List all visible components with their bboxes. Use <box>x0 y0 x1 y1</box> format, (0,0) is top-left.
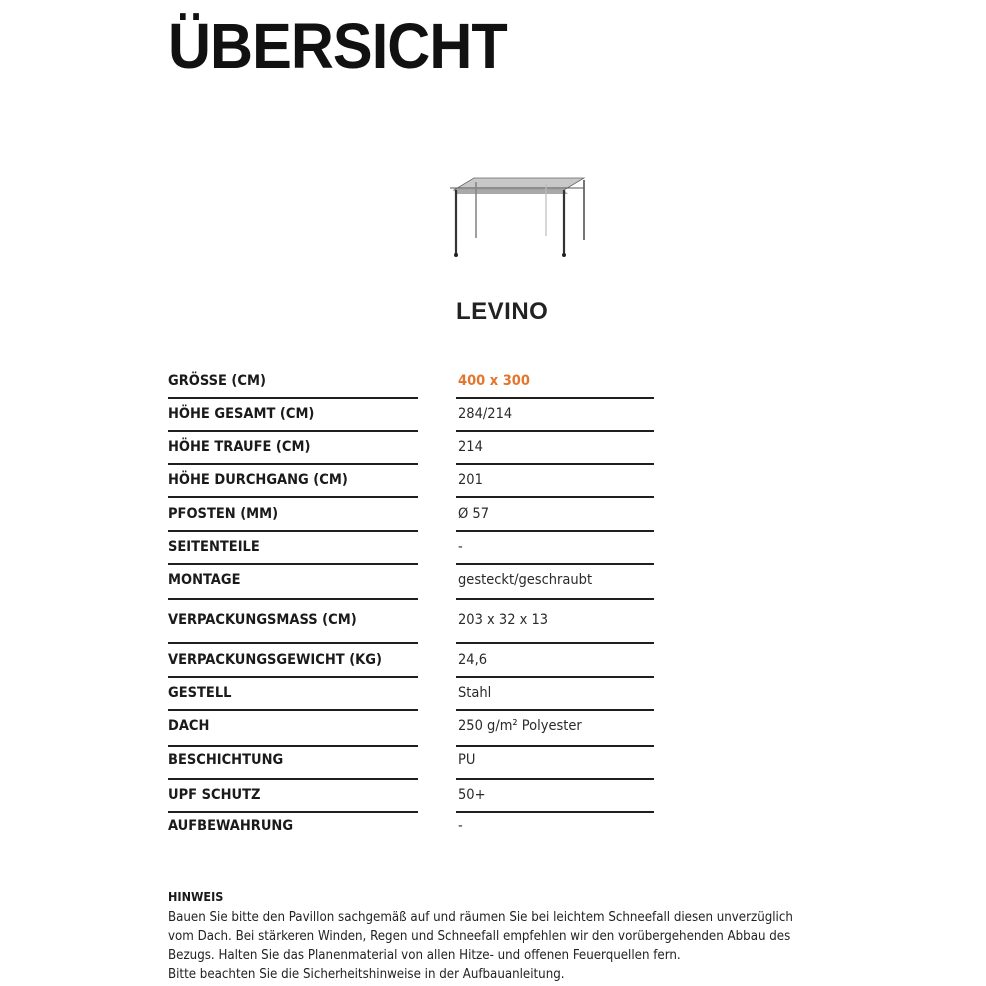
spec-row <box>168 504 654 538</box>
row-divider <box>456 463 654 465</box>
spec-value: 284/214 <box>458 406 513 422</box>
spec-label: HÖHE GESAMT (CM) <box>168 406 315 422</box>
spec-label: HÖHE DURCHGANG (CM) <box>168 472 348 488</box>
spec-row <box>168 470 654 504</box>
row-divider <box>456 642 654 644</box>
spec-value: 400 x 300 <box>458 373 530 389</box>
row-divider <box>456 778 654 780</box>
spec-value: PU <box>458 752 476 768</box>
note-line: Bitte beachten Sie die Sicherheitshinweise in der Aufbauanleitung. <box>168 967 565 982</box>
spec-label: HÖHE TRAUFE (CM) <box>168 439 311 455</box>
row-divider <box>456 430 654 432</box>
spec-value: 50+ <box>458 787 486 803</box>
note-body <box>168 908 828 984</box>
page-title: ÜBERSICHT <box>168 10 507 82</box>
spec-label: AUFBEWAHRUNG <box>168 818 294 834</box>
spec-row <box>168 750 654 784</box>
spec-row <box>168 610 654 644</box>
spec-value: gesteckt/geschraubt <box>458 572 593 588</box>
product-name: LEVINO <box>456 298 549 325</box>
spec-value: 203 x 32 x 13 <box>458 612 549 628</box>
row-divider <box>168 598 418 600</box>
spec-value: - <box>458 818 463 834</box>
spec-label: SEITENTEILE <box>168 539 260 555</box>
spec-row <box>168 785 654 819</box>
row-divider <box>168 496 418 498</box>
spec-label: BESCHICHTUNG <box>168 752 284 768</box>
spec-row <box>168 404 654 438</box>
spec-row <box>168 371 654 405</box>
spec-label: VERPACKUNGSGEWICHT (KG) <box>168 652 382 668</box>
row-divider <box>168 563 418 565</box>
spec-label: GRÖSSE (CM) <box>168 373 266 389</box>
row-divider <box>168 676 418 678</box>
spec-row <box>168 570 654 604</box>
row-divider <box>456 496 654 498</box>
spec-label: MONTAGE <box>168 572 241 588</box>
row-divider <box>168 642 418 644</box>
row-divider <box>168 709 418 711</box>
row-divider <box>168 778 418 780</box>
spec-label: GESTELL <box>168 685 232 701</box>
row-divider <box>168 530 418 532</box>
spec-row <box>168 650 654 684</box>
note-line: Bauen Sie bitte den Pavillon sachgemäß auf und räumen Sie bei leichtem Schneefall diesen unverzüglich <box>168 910 793 925</box>
spec-value: 214 <box>458 439 483 455</box>
row-divider <box>168 397 418 399</box>
spec-row <box>168 716 654 750</box>
note-heading: HINWEIS <box>168 889 224 904</box>
note-line: vom Dach. Bei stärkeren Winden, Regen und Schneefall empfehlen wir den vorübergehenden Abbau des <box>168 929 791 944</box>
spec-value: 201 <box>458 472 483 488</box>
spec-row <box>168 816 654 850</box>
spec-value: 24,6 <box>458 652 488 668</box>
spec-value: Stahl <box>458 685 492 701</box>
row-divider <box>168 430 418 432</box>
row-divider <box>456 709 654 711</box>
spec-value: 250 g/m² Polyester <box>458 718 582 734</box>
spec-row <box>168 437 654 471</box>
note-line: Bezugs. Halten Sie das Planenmaterial von allen Hitze- und offenen Feuerquellen fern. <box>168 948 681 963</box>
spec-value: Ø 57 <box>458 506 490 522</box>
row-divider <box>456 745 654 747</box>
spec-label: VERPACKUNGSMASS (CM) <box>168 612 357 628</box>
row-divider <box>456 598 654 600</box>
row-divider <box>456 811 654 813</box>
row-divider <box>456 397 654 399</box>
spec-label: UPF SCHUTZ <box>168 787 261 803</box>
row-divider <box>168 745 418 747</box>
spec-label: PFOSTEN (MM) <box>168 506 279 522</box>
spec-row <box>168 537 654 571</box>
row-divider <box>456 530 654 532</box>
spec-row <box>168 683 654 717</box>
row-divider <box>456 676 654 678</box>
spec-label: DACH <box>168 718 210 734</box>
row-divider <box>168 811 418 813</box>
spec-value: - <box>458 539 463 555</box>
row-divider <box>168 463 418 465</box>
row-divider <box>456 563 654 565</box>
